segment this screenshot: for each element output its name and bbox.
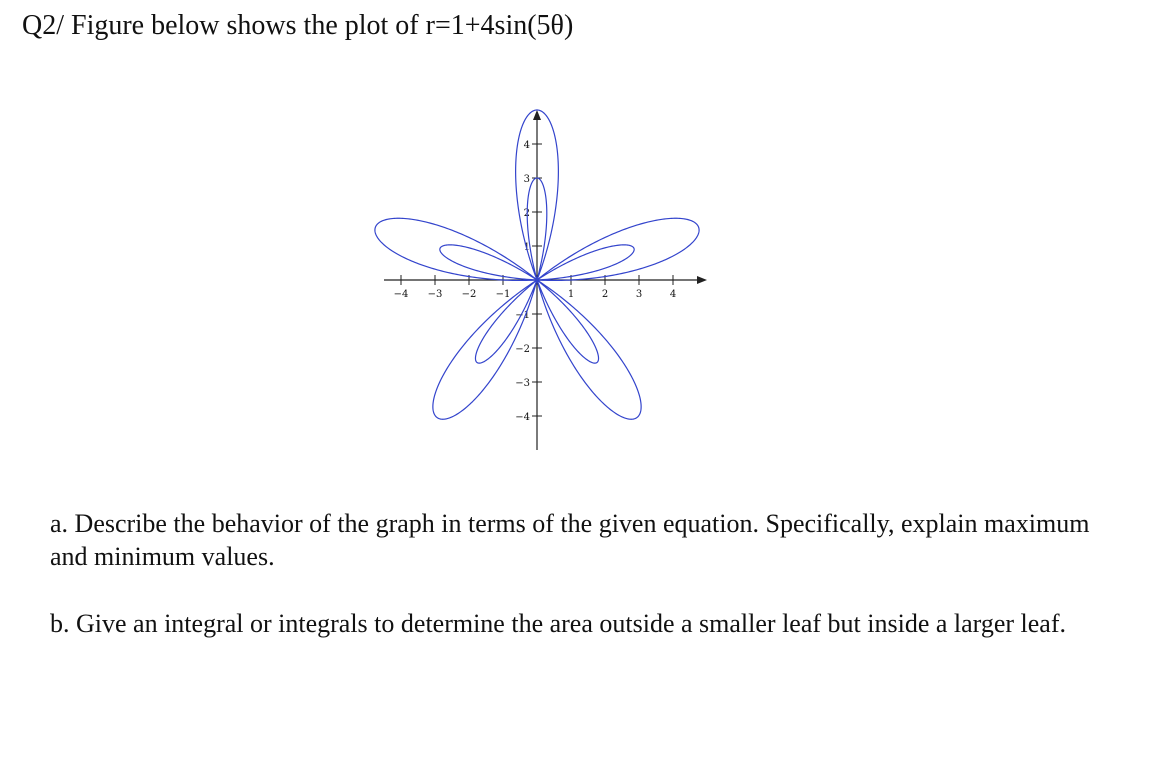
- y-tick-label: −4: [515, 412, 530, 423]
- y-tick-label: −3: [515, 378, 530, 389]
- polar-rose-plot: [340, 72, 730, 467]
- y-tick-label: −2: [515, 344, 530, 355]
- x-tick-label: −2: [461, 289, 477, 300]
- x-tick-label: 4: [669, 289, 677, 300]
- polar-plot-figure: [340, 72, 730, 467]
- x-tick-label: −4: [393, 289, 409, 300]
- y-axis-arrow: [533, 110, 541, 120]
- x-tick-label: 1: [567, 289, 575, 300]
- x-tick-label: −3: [427, 289, 443, 300]
- question-title: Q2/ Figure below shows the plot of r=1+4sin(5θ): [22, 10, 574, 41]
- y-tick-label: 4: [523, 140, 530, 151]
- y-tick-label: −1: [515, 310, 530, 321]
- x-tick-label: 2: [601, 289, 609, 300]
- y-tick-label: 2: [523, 208, 530, 219]
- x-tick-label: −1: [495, 289, 511, 300]
- part-b-text: b. Give an integral or integrals to determine the area outside a smaller leaf but inside a larger leaf.: [50, 609, 1067, 638]
- x-tick-label: 3: [635, 289, 643, 300]
- part-a-text: a. Describe the behavior of the graph in terms of the given equation. Specifically, explain maximum and minimum values.: [50, 509, 1090, 571]
- y-tick-label: 1: [523, 242, 530, 253]
- x-axis-arrow: [697, 276, 707, 284]
- y-tick-label: 3: [523, 174, 530, 185]
